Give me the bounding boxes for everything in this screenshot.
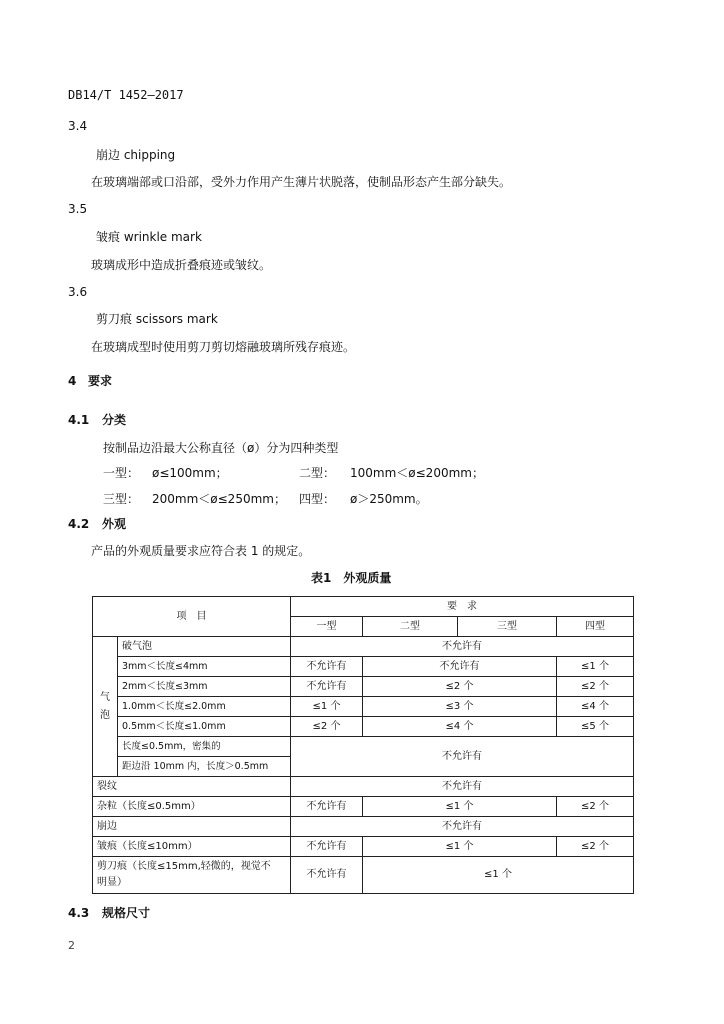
row-label: 裂纹 bbox=[93, 777, 291, 797]
term-title: 崩边 chipping bbox=[96, 148, 176, 162]
cell-type-1: 不允许有 bbox=[291, 677, 363, 697]
row-label bbox=[93, 857, 291, 894]
table-row bbox=[93, 837, 634, 857]
section-number: 4.2 bbox=[68, 517, 90, 531]
header-type-2: 二型 bbox=[363, 617, 458, 637]
row-label: 崩边 bbox=[93, 817, 291, 837]
section-number: 4.3 bbox=[68, 906, 90, 920]
section-title: 外观 bbox=[102, 517, 127, 531]
type-value: 200mm＜ø≤250mm； bbox=[152, 492, 286, 506]
page-number: 2 bbox=[68, 939, 75, 952]
table-row bbox=[93, 737, 634, 757]
table-row bbox=[93, 597, 634, 617]
section-title: 规格尺寸 bbox=[102, 906, 151, 920]
row-label: 0.5mm＜长度≤1.0mm bbox=[118, 717, 291, 737]
row-label-line: 剪刀痕（长度≤15mm,轻微的，视觉不 bbox=[97, 861, 271, 872]
cell-type-1: 不允许有 bbox=[291, 657, 363, 677]
term-title: 皱痕 wrinkle mark bbox=[96, 230, 202, 244]
cell-type-2-3: ≤4 个 bbox=[363, 717, 557, 737]
appearance-quality-table bbox=[92, 596, 634, 894]
appearance-intro: 产品的外观质量要求应符合表 1 的规定。 bbox=[91, 544, 311, 558]
cell-type-4: ≤4 个 bbox=[557, 697, 634, 717]
type-label: 四型： bbox=[299, 492, 336, 506]
cell-type-4: ≤2 个 bbox=[557, 677, 634, 697]
type-value: 100mm＜ø≤200mm； bbox=[350, 466, 484, 480]
header-type-4: 四型 bbox=[557, 617, 634, 637]
table-row bbox=[93, 657, 634, 677]
cell-type-4: ≤2 个 bbox=[557, 837, 634, 857]
cell-type-2-3: 不允许有 bbox=[363, 657, 557, 677]
term-number: 3.6 bbox=[68, 285, 88, 299]
table-row bbox=[93, 717, 634, 737]
header-requirement: 要 求 bbox=[291, 597, 634, 617]
cell-type-2-3: ≤2 个 bbox=[363, 677, 557, 697]
row-label: 长度≤0.5mm，密集的 bbox=[118, 737, 291, 757]
table-row bbox=[93, 857, 634, 894]
cell-type-2-4: ≤1 个 bbox=[363, 857, 634, 894]
cell-type-4: ≤1 个 bbox=[557, 657, 634, 677]
header-item: 项 目 bbox=[93, 597, 291, 637]
table-row bbox=[93, 697, 634, 717]
type-label: 三型： bbox=[103, 492, 140, 506]
section-number: 4.1 bbox=[68, 413, 90, 427]
term-number: 3.5 bbox=[68, 202, 88, 216]
header-type-3: 三型 bbox=[458, 617, 557, 637]
cell-type-1: 不允许有 bbox=[291, 797, 363, 817]
bubble-group-label: 气 泡 bbox=[93, 637, 118, 777]
row-label: 杂粒（长度≤0.5mm） bbox=[93, 797, 291, 817]
header-type-1: 一型 bbox=[291, 617, 363, 637]
type-label: 二型： bbox=[299, 466, 336, 480]
term-definition: 在玻璃端部或口沿部，受外力作用产生薄片状脱落，使制品形态产生部分缺失。 bbox=[91, 175, 512, 189]
table-row bbox=[93, 817, 634, 837]
row-label: 破气泡 bbox=[118, 637, 291, 657]
row-label: 皱痕（长度≤10mm） bbox=[93, 837, 291, 857]
cell-type-1: 不允许有 bbox=[291, 857, 363, 894]
row-label: 2mm＜长度≤3mm bbox=[118, 677, 291, 697]
section-title: 要求 bbox=[88, 374, 113, 388]
row-label: 3mm＜长度≤4mm bbox=[118, 657, 291, 677]
cell-type-2-3: ≤1 个 bbox=[363, 837, 557, 857]
table-caption: 表1 外观质量 bbox=[311, 571, 392, 585]
term-title: 剪刀痕 scissors mark bbox=[96, 312, 218, 326]
cell-type-1: 不允许有 bbox=[291, 837, 363, 857]
table-row bbox=[93, 637, 634, 657]
document-code: DB14/T 1452—2017 bbox=[68, 88, 184, 102]
row-label-line: 明显） bbox=[97, 877, 127, 888]
type-label: 一型： bbox=[103, 466, 140, 480]
cell-merged: 不允许有 bbox=[291, 817, 634, 837]
term-definition: 在玻璃成型时使用剪刀剪切熔融玻璃所残存痕迹。 bbox=[91, 340, 356, 354]
term-definition: 玻璃成形中造成折叠痕迹或皱纹。 bbox=[91, 258, 272, 272]
classification-intro: 按制品边沿最大公称直径（ø）分为四种类型 bbox=[103, 441, 339, 455]
cell-type-2-3: ≤1 个 bbox=[363, 797, 557, 817]
type-value: ø≤100mm； bbox=[152, 466, 228, 480]
row-label: 1.0mm＜长度≤2.0mm bbox=[118, 697, 291, 717]
section-title: 分类 bbox=[102, 413, 127, 427]
term-number: 3.4 bbox=[68, 119, 88, 133]
cell-type-4: ≤2 个 bbox=[557, 797, 634, 817]
cell-merged: 不允许有 bbox=[291, 637, 634, 657]
cell-type-4: ≤5 个 bbox=[557, 717, 634, 737]
cell-type-1: ≤2 个 bbox=[291, 717, 363, 737]
cell-type-2-3: ≤3 个 bbox=[363, 697, 557, 717]
row-label: 距边沿 10mm 内，长度＞0.5mm bbox=[118, 757, 291, 777]
cell-type-1: ≤1 个 bbox=[291, 697, 363, 717]
cell-merged: 不允许有 bbox=[291, 737, 634, 777]
type-value: ø＞250mm。 bbox=[350, 492, 428, 506]
cell-merged: 不允许有 bbox=[291, 777, 634, 797]
table-row bbox=[93, 777, 634, 797]
table-row bbox=[93, 797, 634, 817]
section-number: 4 bbox=[68, 374, 77, 388]
table-row bbox=[93, 677, 634, 697]
